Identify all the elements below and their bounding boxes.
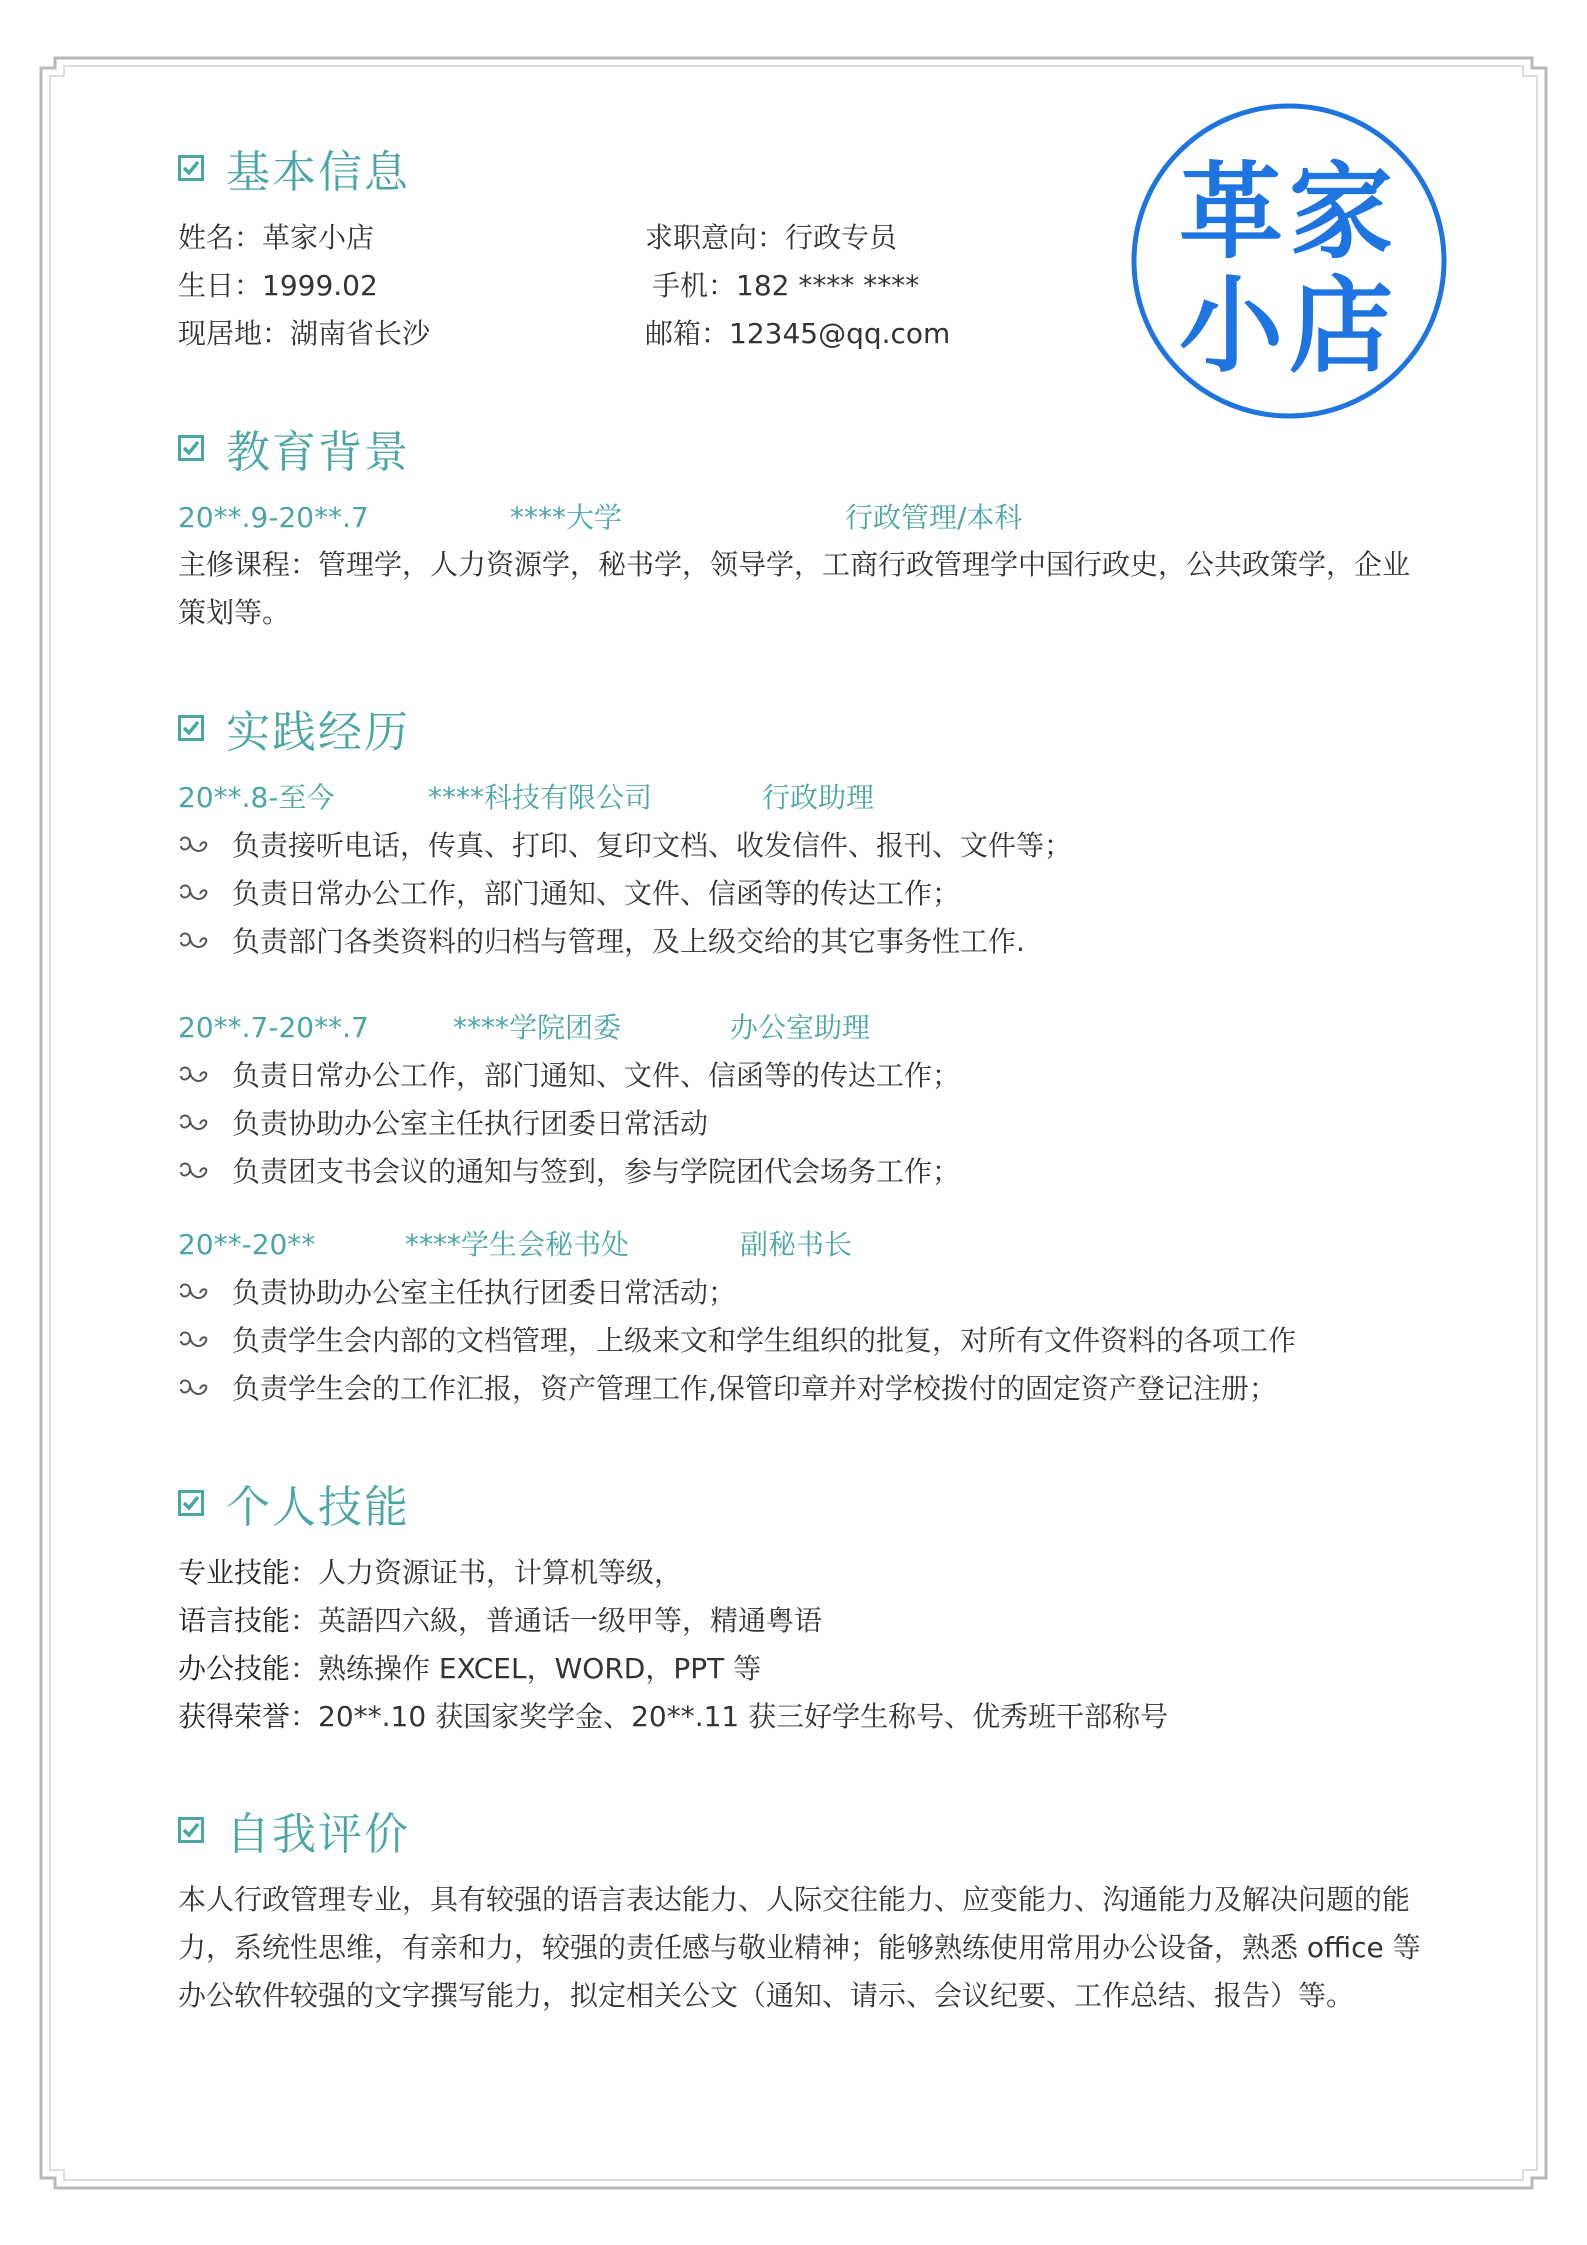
bullet-loop-icon <box>178 1064 210 1088</box>
list-item: 负责学生会内部的文档管理，上级来文和学生组织的批复，对所有文件资料的各项工作 <box>178 1321 1296 1361</box>
section-header-basic <box>178 138 410 198</box>
bullet-loop-icon <box>178 930 210 954</box>
job-org: ****学院团委 <box>453 1011 622 1044</box>
phone-field: 手机：182 **** **** <box>652 269 920 302</box>
checkbox-icon <box>178 715 204 741</box>
bullet-loop-icon <box>178 1329 210 1353</box>
bullet-loop-icon <box>178 1112 210 1136</box>
checkbox-icon <box>178 1490 204 1516</box>
job-org: ****科技有限公司 <box>428 781 653 814</box>
skill-label: 语言技能 <box>178 1604 291 1637</box>
job-role: 行政助理 <box>762 781 875 814</box>
job-period: 20**.8-至今 <box>178 781 335 814</box>
bullet-loop-icon <box>178 882 210 906</box>
skill-row <box>178 1697 1168 1737</box>
list-item: 负责协助办公室主任执行团委日常活动 <box>178 1104 708 1144</box>
svg-text:小店: 小店 <box>1178 264 1400 387</box>
skill-value: ：英語四六級，普通话一级甲等，精通粤语 <box>290 1604 823 1637</box>
bullet-loop-icon <box>178 1377 210 1401</box>
education-period: 20**.9-20**.7 <box>178 501 369 534</box>
section-title: 教育背景 <box>226 427 410 478</box>
section-header-experience <box>178 698 410 758</box>
section-title: 基本信息 <box>226 147 410 198</box>
list-item: 负责接听电话，传真、打印、复印文档、收发信件、报刊、文件等； <box>178 826 1072 866</box>
bullet-loop-icon <box>178 834 210 858</box>
job-role: 办公室助理 <box>730 1011 871 1044</box>
skill-label: 专业技能 <box>178 1556 291 1589</box>
list-item: 负责日常办公工作，部门通知、文件、信函等的传达工作； <box>178 874 960 914</box>
education-major: 行政管理/本科 <box>845 501 1023 534</box>
checkbox-icon <box>178 1817 204 1843</box>
job-org: ****学生会秘书处 <box>405 1228 630 1261</box>
section-title: 自我评价 <box>226 1809 410 1860</box>
list-item: 负责日常办公工作，部门通知、文件、信函等的传达工作； <box>178 1056 960 1096</box>
skill-value: ：20**.10 获国家奖学金、20**.11 获三好学生称号、优秀班干部称号 <box>290 1700 1169 1733</box>
checkbox-icon <box>178 155 204 181</box>
job-role: 副秘书长 <box>740 1228 853 1261</box>
self-evaluation-line: 办公软件较强的文字撰写能力，拟定相关公文（通知、请示、会议纪要、工作总结、报告）等。 <box>178 1979 1355 2012</box>
list-item: 负责部门各类资料的归档与管理，及上级交给的其它事务性工作. <box>178 922 1025 962</box>
bullet-loop-icon <box>178 1281 210 1305</box>
skill-row <box>178 1553 682 1593</box>
courses-line: 主修课程：管理学，人力资源学，秘书学，领导学，工商行政管理学中国行政史，公共政策学，企业 <box>178 548 1411 581</box>
job-period: 20**-20** <box>178 1228 316 1261</box>
skill-value: ：熟练操作 EXCEL，WORD，PPT 等 <box>290 1652 762 1685</box>
location-field: 现居地：湖南省长沙 <box>178 317 431 350</box>
self-evaluation-line: 力，系统性思维，有亲和力，较强的责任感与敬业精神；能够熟练使用常用办公设备，熟悉 office 等 <box>178 1931 1421 1964</box>
skill-label: 办公技能 <box>178 1652 291 1685</box>
section-header-self-evaluation <box>178 1800 410 1860</box>
self-evaluation-line: 本人行政管理专业，具有较强的语言表达能力、人际交往能力、应变能力、沟通能力及解决问题的能 <box>178 1883 1411 1916</box>
list-item: 负责协助办公室主任执行团委日常活动； <box>178 1273 736 1313</box>
skill-value: ：人力资源证书，计算机等级， <box>290 1556 683 1589</box>
skill-row <box>178 1601 822 1641</box>
list-item: 负责学生会的工作汇报，资产管理工作,保管印章并对学校拨付的固定资产登记注册； <box>178 1369 1277 1409</box>
education-school: ****大学 <box>510 501 623 534</box>
svg-text:革家: 革家 <box>1178 150 1400 273</box>
skill-row <box>178 1649 761 1689</box>
courses-line: 策划等。 <box>178 596 291 629</box>
list-item: 负责团支书会议的通知与签到，参与学院团代会场务工作； <box>178 1152 960 1192</box>
section-header-education <box>178 418 410 478</box>
job-period: 20**.7-20**.7 <box>178 1011 369 1044</box>
section-header-skills <box>178 1473 410 1533</box>
job-intent-field: 求职意向：行政专员 <box>645 221 898 254</box>
name-field: 姓名：革家小店 <box>178 221 375 254</box>
section-title: 实践经历 <box>226 707 410 758</box>
birthday-field: 生日：1999.02 <box>178 269 378 302</box>
email-field: 邮箱：12345@qq.com <box>645 317 951 350</box>
section-title: 个人技能 <box>226 1482 410 1533</box>
bullet-loop-icon <box>178 1160 210 1184</box>
checkbox-icon <box>178 435 204 461</box>
shop-stamp-logo <box>1128 100 1450 422</box>
skill-label: 获得荣誉 <box>178 1700 291 1733</box>
